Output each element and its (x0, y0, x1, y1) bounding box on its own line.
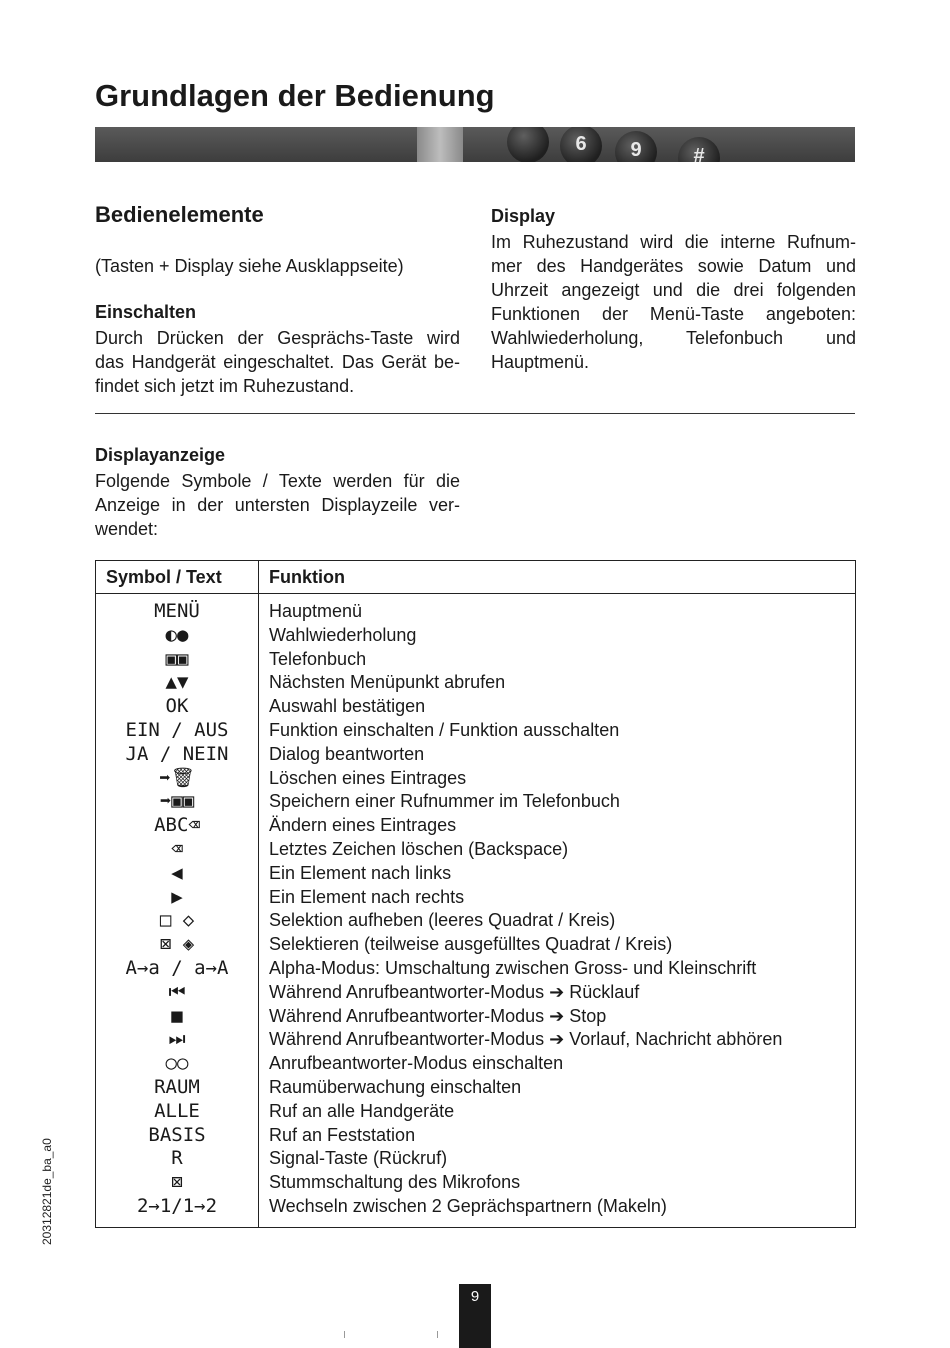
symbol-cell: BASIS (148, 1123, 206, 1146)
symbol-cell: ➡▣▣ (159, 790, 195, 813)
function-cell: Ruf an alle Handgeräte (269, 1100, 455, 1121)
symbol-cell: R (171, 1147, 183, 1170)
document-code: 20312821de_ba_a0 (40, 1138, 54, 1245)
symbol-cell: ⏮ (168, 980, 186, 1003)
function-cell: Stummschaltung des Mikrofons (269, 1172, 521, 1193)
symbol-cell: ▣▣ (165, 647, 189, 670)
symbol-cell: ◀ (171, 861, 183, 884)
function-cell: Selektieren (teilweise ausgefülltes Quadrat / Kreis) (269, 934, 673, 955)
text-line: Uhrzeit angezeigt und die drei folgenden (491, 280, 856, 300)
column-header-symbol: Symbol / Text (96, 561, 259, 594)
symbol-cell: A→a / a→A (125, 956, 229, 979)
symbol-cell: □ ◇ (159, 909, 195, 932)
function-cell: Signal-Taste (Rückruf) (269, 1148, 448, 1169)
text-line: Funktionen der Menü-Taste angeboten: (491, 304, 856, 324)
crop-mark (437, 1331, 438, 1338)
text-line: wendet: (95, 519, 159, 539)
function-cell: Ein Element nach links (269, 862, 452, 883)
function-cell: Ändern eines Eintrages (269, 815, 457, 836)
text-line: das Handgerät eingeschaltet. Das Gerät be- (95, 352, 460, 372)
column-header-function: Funktion (259, 561, 856, 594)
symbol-cell: 2→1/1→2 (136, 1194, 218, 1217)
function-cell: Während Anrufbeantworter-Modus ➔ Rücklauf (269, 981, 640, 1002)
function-cell: Ruf an Feststation (269, 1124, 416, 1145)
text-line: mer des Handgerätes sowie Datum und (491, 256, 856, 276)
page-number: 9 (459, 1284, 491, 1348)
table-body-row (96, 594, 856, 1228)
section-divider (95, 413, 855, 414)
symbol-cell: ➡🗑 (159, 766, 195, 789)
symbol-cell: RAUM (154, 1075, 200, 1098)
symbol-cell: ALLE (154, 1099, 200, 1122)
display-paragraph (491, 230, 856, 374)
symbol-table (95, 560, 856, 1228)
text-line: Folgende Symbole / Texte werden für die (95, 471, 460, 491)
function-cell: Dialog beantworten (269, 743, 425, 764)
symbol-cell: ⌫ (171, 837, 183, 860)
text-line: Im Ruhezustand wird die interne Rufnum- (491, 232, 856, 252)
function-column (259, 594, 856, 1228)
crop-mark (344, 1331, 345, 1338)
symbol-cell: ▶ (171, 885, 183, 908)
einschalten-paragraph (95, 326, 460, 398)
function-cell: Auswahl bestätigen (269, 696, 426, 717)
displayanzeige-paragraph (95, 469, 460, 541)
function-cell: Ein Element nach rechts (269, 886, 465, 907)
symbol-cell: ○○ (165, 1052, 189, 1075)
function-cell: Telefonbuch (269, 648, 367, 669)
function-cell: Raumüberwachung einschalten (269, 1076, 522, 1097)
function-cell: Alpha-Modus: Umschaltung zwischen Gross- und Kleinschrift (269, 957, 757, 978)
symbol-cell: ⊠ (171, 1171, 183, 1194)
header-banner-image (95, 127, 855, 162)
symbol-column (96, 594, 259, 1228)
text-line: Anzeige in der untersten Displayzeile ver- (95, 495, 460, 515)
function-cell: Hauptmenü (269, 601, 363, 621)
page-title: Grundlagen der Bedienung (95, 78, 495, 113)
symbol-cell: JA / NEIN (125, 742, 229, 765)
symbol-cell: ▲▼ (165, 671, 189, 694)
function-cell: Nächsten Menüpunkt abrufen (269, 672, 506, 693)
symbol-cell: ⊠ ◈ (159, 933, 195, 956)
function-cell: Wechseln zwischen 2 Geprächspartnern (Makeln) (269, 1195, 667, 1216)
text-line: findet sich jetzt im Ruhezustand. (95, 376, 355, 396)
banner-handset-edge (417, 127, 463, 162)
symbol-cell: ◐● (165, 623, 189, 646)
symbol-cell: MENÜ (154, 600, 200, 622)
function-cell: Speichern einer Rufnummer im Telefonbuch (269, 791, 620, 812)
function-cell: Anrufbeantworter-Modus einschalten (269, 1053, 564, 1074)
einschalten-heading: Einschalten (95, 302, 197, 322)
function-cell: Während Anrufbeantworter-Modus ➔ Vorlauf, Nachricht abhören (269, 1029, 783, 1050)
function-cell: Wahlwiederholung (269, 624, 417, 645)
banner-key-9: 9 (615, 131, 657, 162)
symbol-cell: OK (165, 695, 189, 718)
symbol-cell: ■ (171, 1004, 183, 1027)
displayanzeige-heading: Displayanzeige (95, 445, 226, 465)
banner-key-6: 6 (560, 127, 602, 162)
symbol-cell: ABC⌫ (154, 814, 200, 837)
text-line: Durch Drücken der Gesprächs-Taste wird (95, 328, 460, 348)
text-line: Hauptmenü. (491, 352, 590, 372)
table-header-row (96, 561, 856, 594)
function-cell: Letztes Zeichen löschen (Backspace) (269, 838, 569, 859)
symbol-cell: ⏭ (168, 1028, 186, 1051)
bedienelemente-heading: Bedienelemente (95, 202, 264, 227)
function-cell: Während Anrufbeantworter-Modus ➔ Stop (269, 1005, 607, 1026)
symbol-cell: EIN / AUS (125, 718, 229, 741)
function-cell: Selektion aufheben (leeres Quadrat / Kreis) (269, 910, 616, 931)
banner-key (507, 127, 549, 162)
bedienelemente-note: (Tasten + Display siehe Ausklappseite) (95, 256, 404, 276)
function-cell: Funktion einschalten / Funktion ausschalten (269, 719, 620, 740)
function-cell: Löschen eines Eintrages (269, 767, 467, 788)
banner-key-hash: # (678, 137, 720, 162)
text-line: Wahlwiederholung, Telefonbuch und (491, 328, 856, 348)
display-heading: Display (491, 206, 556, 226)
